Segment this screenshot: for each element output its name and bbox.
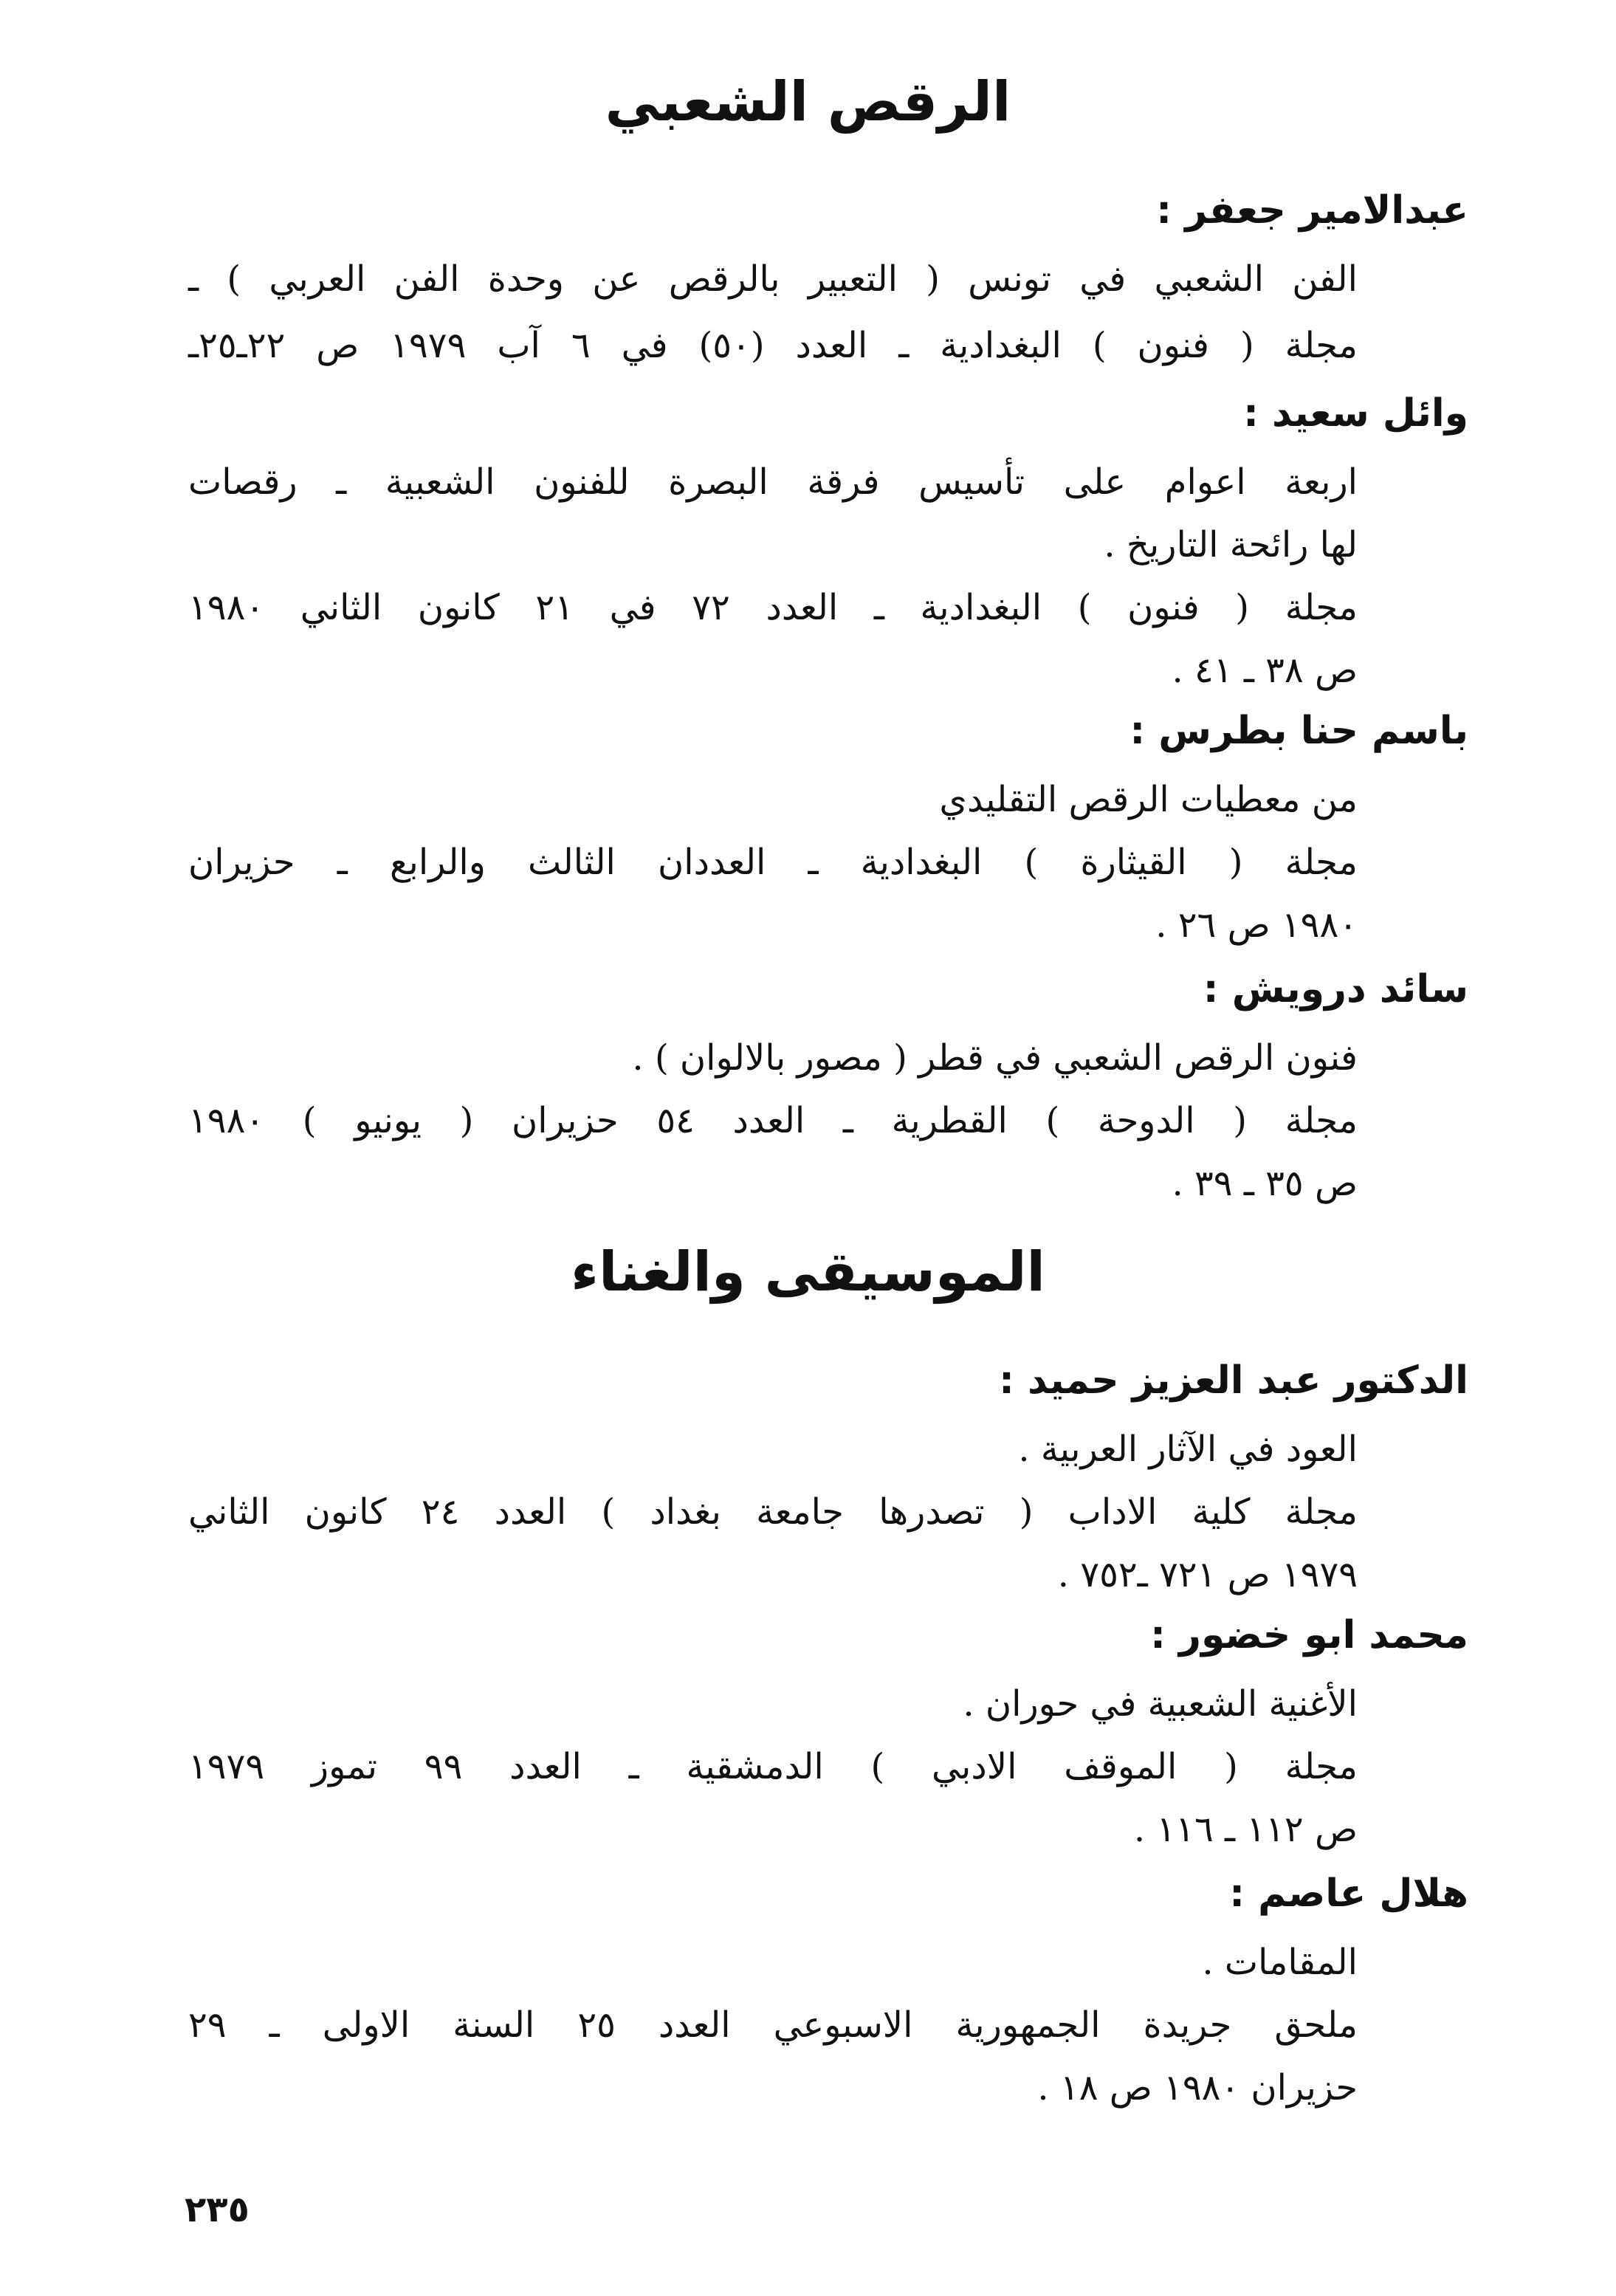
entry-line: العود في الآثار العربية . xyxy=(1018,1429,1358,1470)
entry-line: مجلة ( فنون ) البغدادية ـ العدد ٧٢ في ٢١ كانون الثاني ١٩٨٠ xyxy=(188,587,1358,628)
entry-line: مجلة ( القيثارة ) البغدادية ـ العددان الثالث والرابع ـ حزيران xyxy=(188,842,1358,883)
entry-line: ص ٣٥ ـ ٣٩ . xyxy=(1172,1163,1358,1204)
entry-line: من معطيات الرقص التقليدي xyxy=(939,779,1358,820)
entry-line: مجلة ( فنون ) البغدادية ـ العدد (٥٠) في ٦ آب ١٩٧٩ ص ٢٢ـ٢٥ـ xyxy=(188,325,1358,366)
author-heading: هلال عاصم : xyxy=(1229,1871,1468,1916)
entry-line: ص ١١٢ ـ ١١٦ . xyxy=(1133,1809,1358,1850)
entry-line: الأغنية الشعبية في حوران . xyxy=(963,1683,1358,1725)
entry-line: مجلة ( الدوحة ) القطرية ـ العدد ٥٤ حزيران ( يونيو ) ١٩٨٠ xyxy=(188,1100,1358,1141)
entry-line: فنون الرقص الشعبي في قطر ( مصور بالالوان ) . xyxy=(632,1037,1358,1079)
entry-line: لها رائحة التاريخ . xyxy=(1104,524,1358,566)
author-heading: عبدالامير جعفر : xyxy=(1156,188,1468,233)
author-heading: سائد درويش : xyxy=(1203,967,1468,1011)
entry-line: ١٩٧٩ ص ٧٢١ ـ٧٥٢ . xyxy=(1057,1554,1358,1595)
entry-line: اربعة اعوام على تأسيس فرقة البصرة للفنون الشعبية ـ رقصات xyxy=(188,461,1358,503)
author-heading: باسم حنا بطرس : xyxy=(1130,709,1468,753)
entry-line: مجلة كلية الاداب ( تصدرها جامعة بغداد ) العدد ٢٤ كانون الثاني xyxy=(188,1491,1358,1533)
section-title-music-singing: الموسيقى والغناء xyxy=(571,1240,1045,1304)
entry-line: مجلة ( الموقف الادبي ) الدمشقية ـ العدد ٩٩ تموز ١٩٧٩ xyxy=(188,1746,1358,1787)
entry-line: ١٩٨٠ ص ٢٦ . xyxy=(1155,904,1358,946)
section-title-folk-dance: الرقص الشعبي xyxy=(605,70,1011,134)
entry-line: ملحق جريدة الجمهورية الاسبوعي العدد ٢٥ السنة الاولى ـ ٢٩ xyxy=(188,2004,1358,2046)
author-heading: الدكتور عبد العزيز حميد : xyxy=(999,1358,1468,1403)
author-heading: وائل سعيد : xyxy=(1243,391,1468,436)
author-heading: محمد ابو خضور : xyxy=(1150,1613,1468,1657)
entry-line: المقامات . xyxy=(1202,1942,1358,1983)
entry-line: الفن الشعبي في تونس ( التعبير بالرقص عن وحدة الفن العربي ) ـ xyxy=(188,258,1358,300)
page-number: ٢٣٥ xyxy=(185,2189,250,2230)
entry-line: ص ٣٨ ـ ٤١ . xyxy=(1172,650,1358,691)
entry-line: حزيران ١٩٨٠ ص ١٨ . xyxy=(1037,2067,1358,2108)
